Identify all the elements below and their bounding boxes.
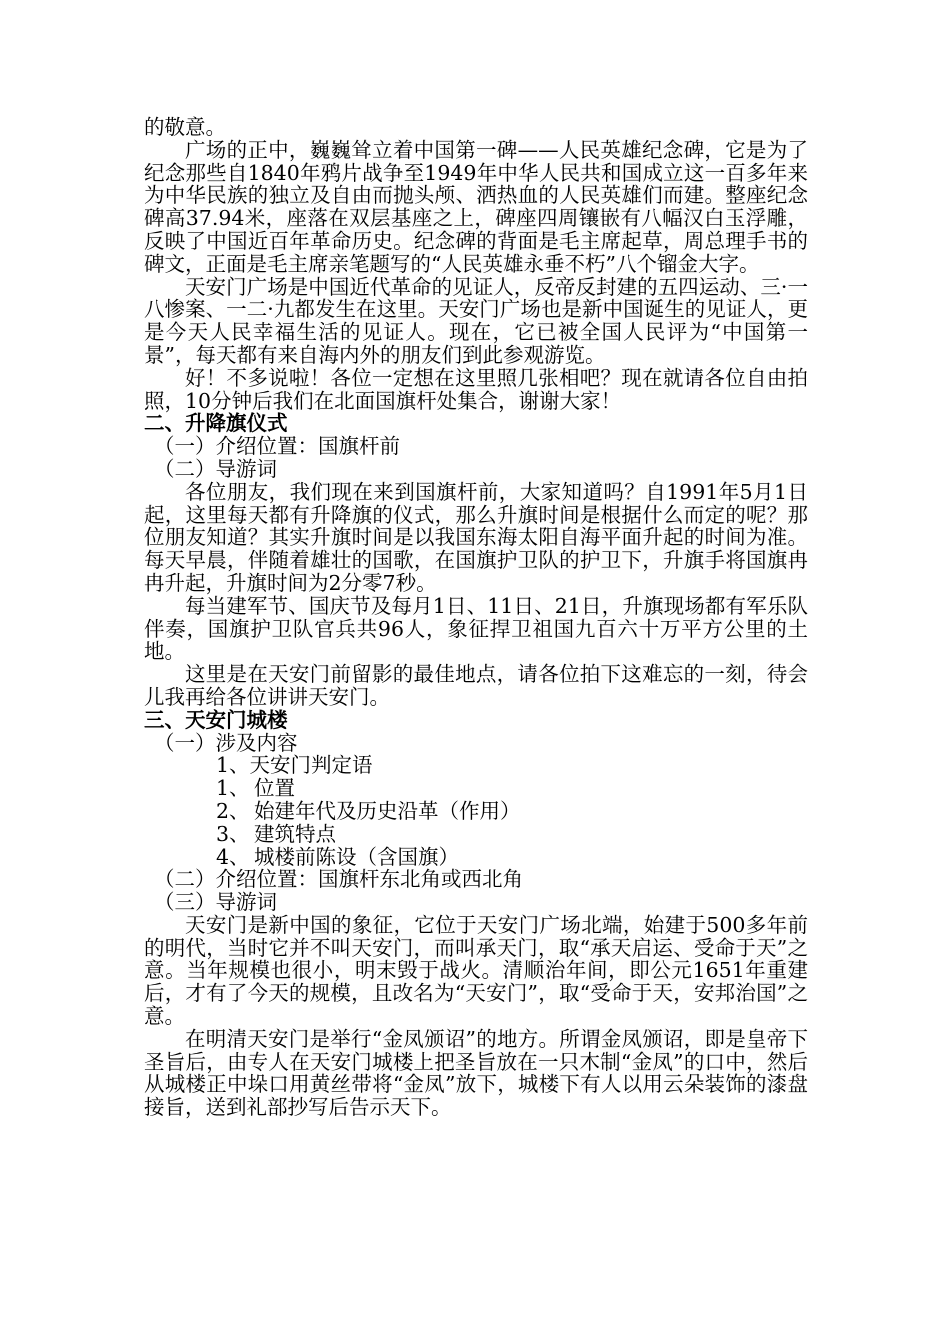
section-heading-flag-ceremony: 二、升降旗仪式 [144, 411, 288, 436]
paragraph-monument: 广场的正中，巍巍耸立着中国第一碑——人民英雄纪念碑，它是为了纪念那些自1840年鸦片战争至1949年中华人民共和国成立这一百多年来为中华民族的独立及自由而抛头颅、洒热血的人民英雄们而建。整座纪念碑高37.94米，座落在双层基座之上，碑座四周镶嵌有八幅汉白玉浮雕，反映了中国近百年革命历史。纪念碑的背面是毛主席起草，周总理手书的碑文，正面是毛主席亲笔题写的“人民英雄永垂不朽”八个镏金大字。 [144, 137, 808, 276]
paragraph-military-band: 每当建军节、国庆节及每月1日、11日、21日，升旗现场都有军乐队伴奏，国旗护卫队官兵共96人，象征捍卫祖国九百六十万平方公里的土地。 [144, 593, 808, 664]
list-item: 1、 位置 [216, 776, 295, 801]
paragraph-golden-phoenix: 在明清天安门是举行“金凤颁诏”的地方。所谓金凤颁诏，即是皇帝下圣旨后，由专人在天安门城楼上把圣旨放在一只木制“金凤”的口中，然后从城楼正中垛口用黄丝带将“金凤”放下，城楼下有人以用云朵装饰的漆盘接旨，送到礼部抄写后告示天下。 [144, 1026, 808, 1120]
paragraph-flag-raising: 各位朋友，我们现在来到国旗杆前，大家知道吗？自1991年5月1日起，这里每天都有升降旗的仪式，那么升旗时间是根据什么而定的呢？那位朋友知道？其实升旗时间是以我国东海太阳自海平面升起的时间为准。每天早晨，伴随着雄壮的国歌，在国旗护卫队的护卫下，升旗手将国旗冉冉升起，升旗时间为2分零7秒。 [144, 479, 808, 595]
subheading-guide-speech-2: （三）导游词 [154, 890, 277, 915]
document-page [144, 116, 808, 1119]
paragraph-square-witness: 天安门广场是中国近代革命的见证人，反帝反封建的五四运动、三·一八惨案、一二·九都发生在这里。天安门广场也是新中国诞生的见证人，更是今天人民幸福生活的见证人。现在，它已被全国人民评为“中国第一景”，每天都有来自海内外的朋友们到此参观游览。 [144, 274, 808, 367]
list-item: 2、 始建年代及历史沿革（作用） [216, 798, 521, 823]
section-heading-tiananmen-tower: 三、天安门城楼 [144, 707, 288, 732]
subheading-contents: （一）涉及内容 [154, 730, 298, 755]
list-item: 3、 建筑特点 [216, 821, 336, 846]
subheading-guide-speech: （二）导游词 [154, 456, 277, 481]
paragraph-photo-break: 好！不多说啦！各位一定想在这里照几张相吧？现在就请各位自由拍照，10分钟后我们在北面国旗杆处集合，谢谢大家！ [144, 365, 808, 413]
list-item-main: 1、天安门判定语 [216, 753, 373, 778]
paragraph-continuation: 的敬意。 [144, 115, 226, 139]
paragraph-photo-spot: 这里是在天安门前留影的最佳地点，请各位拍下这难忘的一刻，待会儿我再给各位讲讲天安门。 [144, 662, 808, 709]
list-item: 4、 城楼前陈设（含国旗） [216, 844, 459, 869]
subheading-location: （一）介绍位置：国旗杆前 [154, 434, 400, 459]
subheading-location-corner: （二）介绍位置：国旗杆东北角或西北角 [154, 867, 523, 892]
paragraph-tiananmen-history: 天安门是新中国的象征，它位于天安门广场北端，始建于500多年前的明代，当时它并不叫天安门，而叫承天门，取“承天启运、受命于天”之意。当年规模也很小，明末毁于战火。清顺治年间，即公元1651年重建后，才有了今天的规模，且改名为“天安门”，取“受命于天，安邦治国”之意。 [144, 912, 808, 1029]
